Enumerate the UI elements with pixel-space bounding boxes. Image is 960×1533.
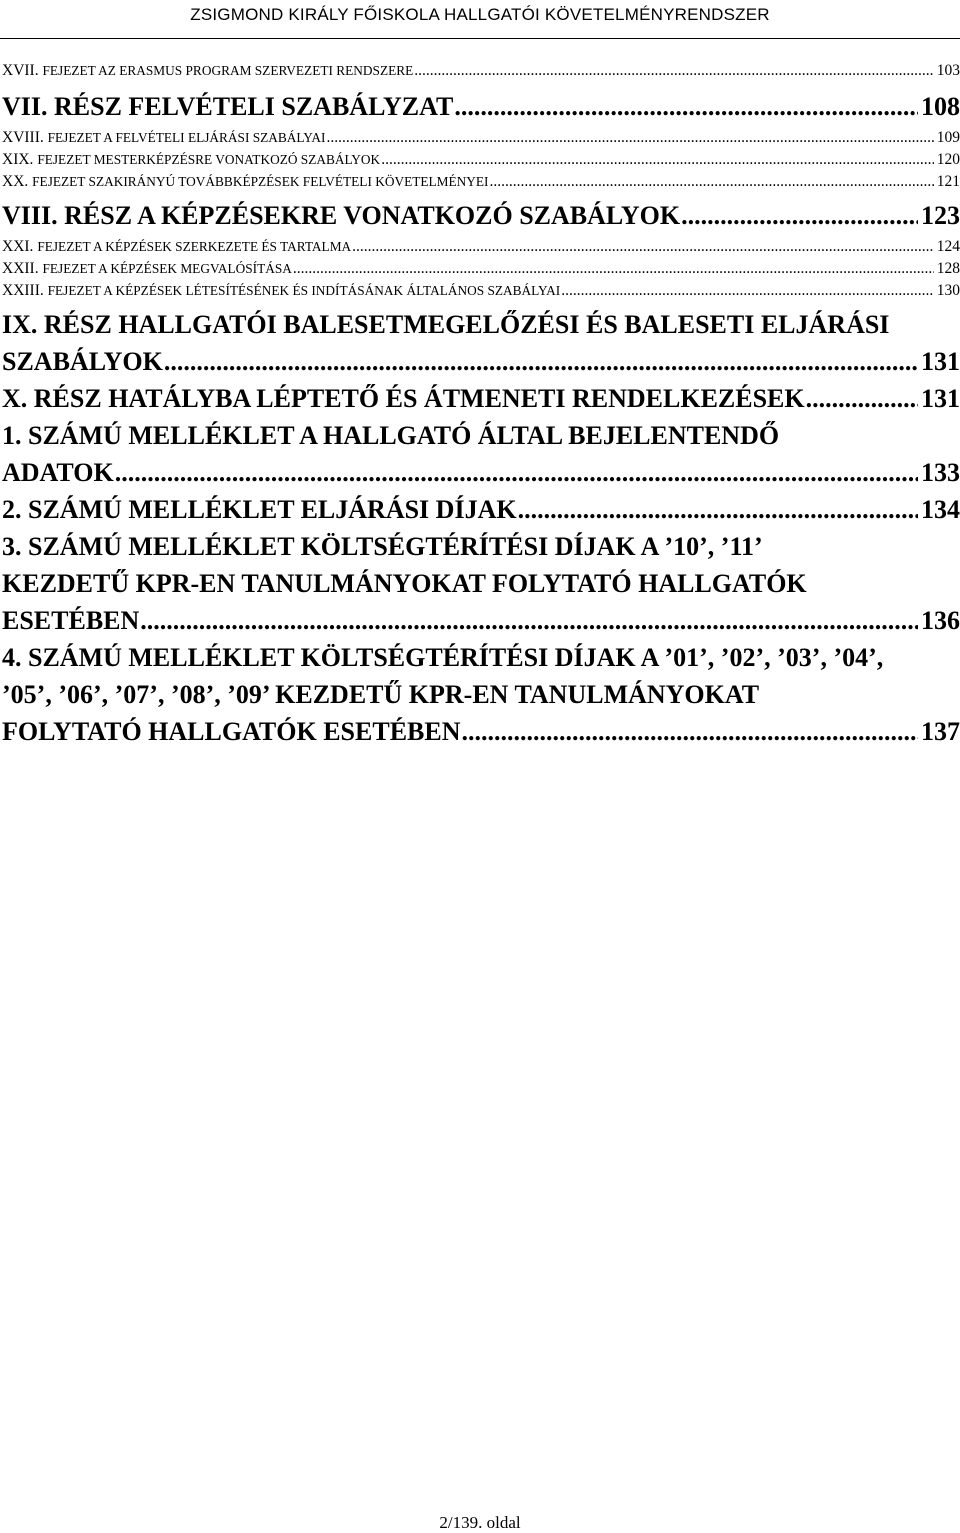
toc-entry-page: 133 [921,458,960,487]
toc-entry-prefix: XXI. [2,238,34,255]
toc-entry-annex-4[interactable] [2,639,960,750]
toc-entry-xxii[interactable] [2,258,960,280]
toc-entry-title-line1: 4. SZÁMÚ MELLÉKLET KÖLTSÉGTÉRÍTÉSI DÍJAK A ’01’, ’02’, ’03’, ’04’, [2,643,884,672]
toc-entry-xxi[interactable] [2,236,960,258]
toc-entry-title: VIII. RÉSZ A KÉPZÉSEKRE VONATKOZÓ SZABÁLYOK [2,201,681,230]
toc-entry-title: ADATOK [2,458,114,487]
toc-entry-page: 123 [921,201,960,230]
toc-entry-title: VII. RÉSZ FELVÉTELI SZABÁLYZAT [2,92,454,121]
page-number-label: 2/139. oldal [439,1513,521,1532]
dot-leader [454,88,918,125]
toc-entry-title: SZABÁLYOK [2,347,163,376]
toc-entry-title-line1: 3. SZÁMÚ MELLÉKLET KÖLTSÉGTÉRÍTÉSI DÍJAK A ’10’, ’11’ [2,532,763,561]
toc-entry-xxiii[interactable] [2,280,960,302]
toc-entry-part-x[interactable] [2,380,960,417]
toc-entry-part-vii[interactable] [2,88,960,125]
toc-entry-title: FEJEZET MESTERKÉPZÉSRE VONATKOZÓ SZABÁLYOK [37,152,381,167]
toc-entry-page: 134 [921,495,960,524]
toc-entry-page: 131 [921,347,960,376]
toc-entry-title-line2: KEZDETŰ KPR-EN TANULMÁNYOKAT FOLYTATÓ HALLGATÓK [2,569,807,598]
toc-entry-page: 103 [936,62,960,79]
dot-leader [462,713,919,750]
toc-entry-prefix: XX. [2,173,29,190]
dot-leader [352,236,934,258]
toc-entry-prefix: XVII. [2,62,39,79]
dot-leader [293,258,934,280]
toc-entry-page: 131 [921,384,960,413]
toc-entry-title: FEJEZET AZ ERASMUS PROGRAM SZERVEZETI RENDSZERE [42,63,414,78]
toc-entry-xix[interactable] [2,149,960,171]
toc-entry-prefix: XVIII. [2,129,44,146]
toc-entry-page: 136 [921,606,960,635]
toc-entry-title: ESETÉBEN [2,606,140,635]
toc-entry-page: 130 [936,282,960,299]
toc-entry-xx[interactable] [2,171,960,193]
toc-entry-prefix: XXIII. [2,282,44,299]
toc-entry-annex-1[interactable] [2,417,960,491]
dot-leader [490,171,934,193]
toc-entry-xvii[interactable] [2,60,960,82]
dot-leader [518,491,918,528]
toc-entry-title: X. RÉSZ HATÁLYBA LÉPTETŐ ÉS ÁTMENETI RENDELKEZÉSEK [2,384,805,413]
toc-entry-page: 128 [936,260,960,277]
dot-leader [140,602,918,639]
dot-leader [806,380,918,417]
toc-entry-title-line1: 1. SZÁMÚ MELLÉKLET A HALLGATÓ ÁLTAL BEJELENTENDŐ [2,421,780,450]
toc-entry-title: FEJEZET A KÉPZÉSEK LÉTESÍTÉSÉNEK ÉS INDÍTÁSÁNAK ÁLTALÁNOS SZABÁLYAI [47,283,561,298]
toc-entry-page: 124 [936,238,960,255]
toc-entry-title: 2. SZÁMÚ MELLÉKLET ELJÁRÁSI DÍJAK [2,495,517,524]
toc-entry-annex-2[interactable] [2,491,960,528]
page-footer [0,1513,960,1533]
toc-entry-part-ix[interactable] [2,306,960,380]
dot-leader [414,60,933,82]
toc-entry-page: 121 [936,173,960,190]
toc-entry-title: FEJEZET SZAKIRÁNYÚ TOVÁBBKÉPZÉSEK FELVÉTELI KÖVETELMÉNYEI [32,174,489,189]
toc-entry-page: 108 [921,92,960,121]
dot-leader [115,454,918,491]
toc-entry-prefix: XXII. [2,260,39,277]
toc-entry-part-viii[interactable] [2,197,960,234]
toc-entry-title: FEJEZET A FELVÉTELI ELJÁRÁSI SZABÁLYAI [47,130,326,145]
toc-entry-xviii[interactable] [2,127,960,149]
toc-entry-title-line2: ’05’, ’06’, ’07’, ’08’, ’09’ KEZDETŰ KPR-EN TANULMÁNYOKAT [2,680,760,709]
toc-entry-page: 120 [936,151,960,168]
dot-leader [681,197,918,234]
toc-entry-title: FEJEZET A KÉPZÉSEK MEGVALÓSÍTÁSA [42,261,292,276]
toc-entry-title: FOLYTATÓ HALLGATÓK ESETÉBEN [2,717,461,746]
toc-entry-page: 109 [936,129,960,146]
toc-entry-title-line1: IX. RÉSZ HALLGATÓI BALESETMEGELŐZÉSI ÉS BALESETI ELJÁRÁSI [2,310,890,339]
toc-entry-title: FEJEZET A KÉPZÉSEK SZERKEZETE ÉS TARTALMA [37,239,352,254]
dot-leader [381,149,934,171]
toc-entry-annex-3[interactable] [2,528,960,639]
dot-leader [326,127,933,149]
toc-entry-prefix: XIX. [2,151,34,168]
dot-leader [561,280,934,302]
header-rule [0,38,960,39]
table-of-contents [2,60,960,750]
page-header: ZSIGMOND KIRÁLY FŐISKOLA HALLGATÓI KÖVETELMÉNYRENDSZER [190,5,770,24]
toc-entry-page: 137 [921,717,960,746]
dot-leader [164,343,918,380]
